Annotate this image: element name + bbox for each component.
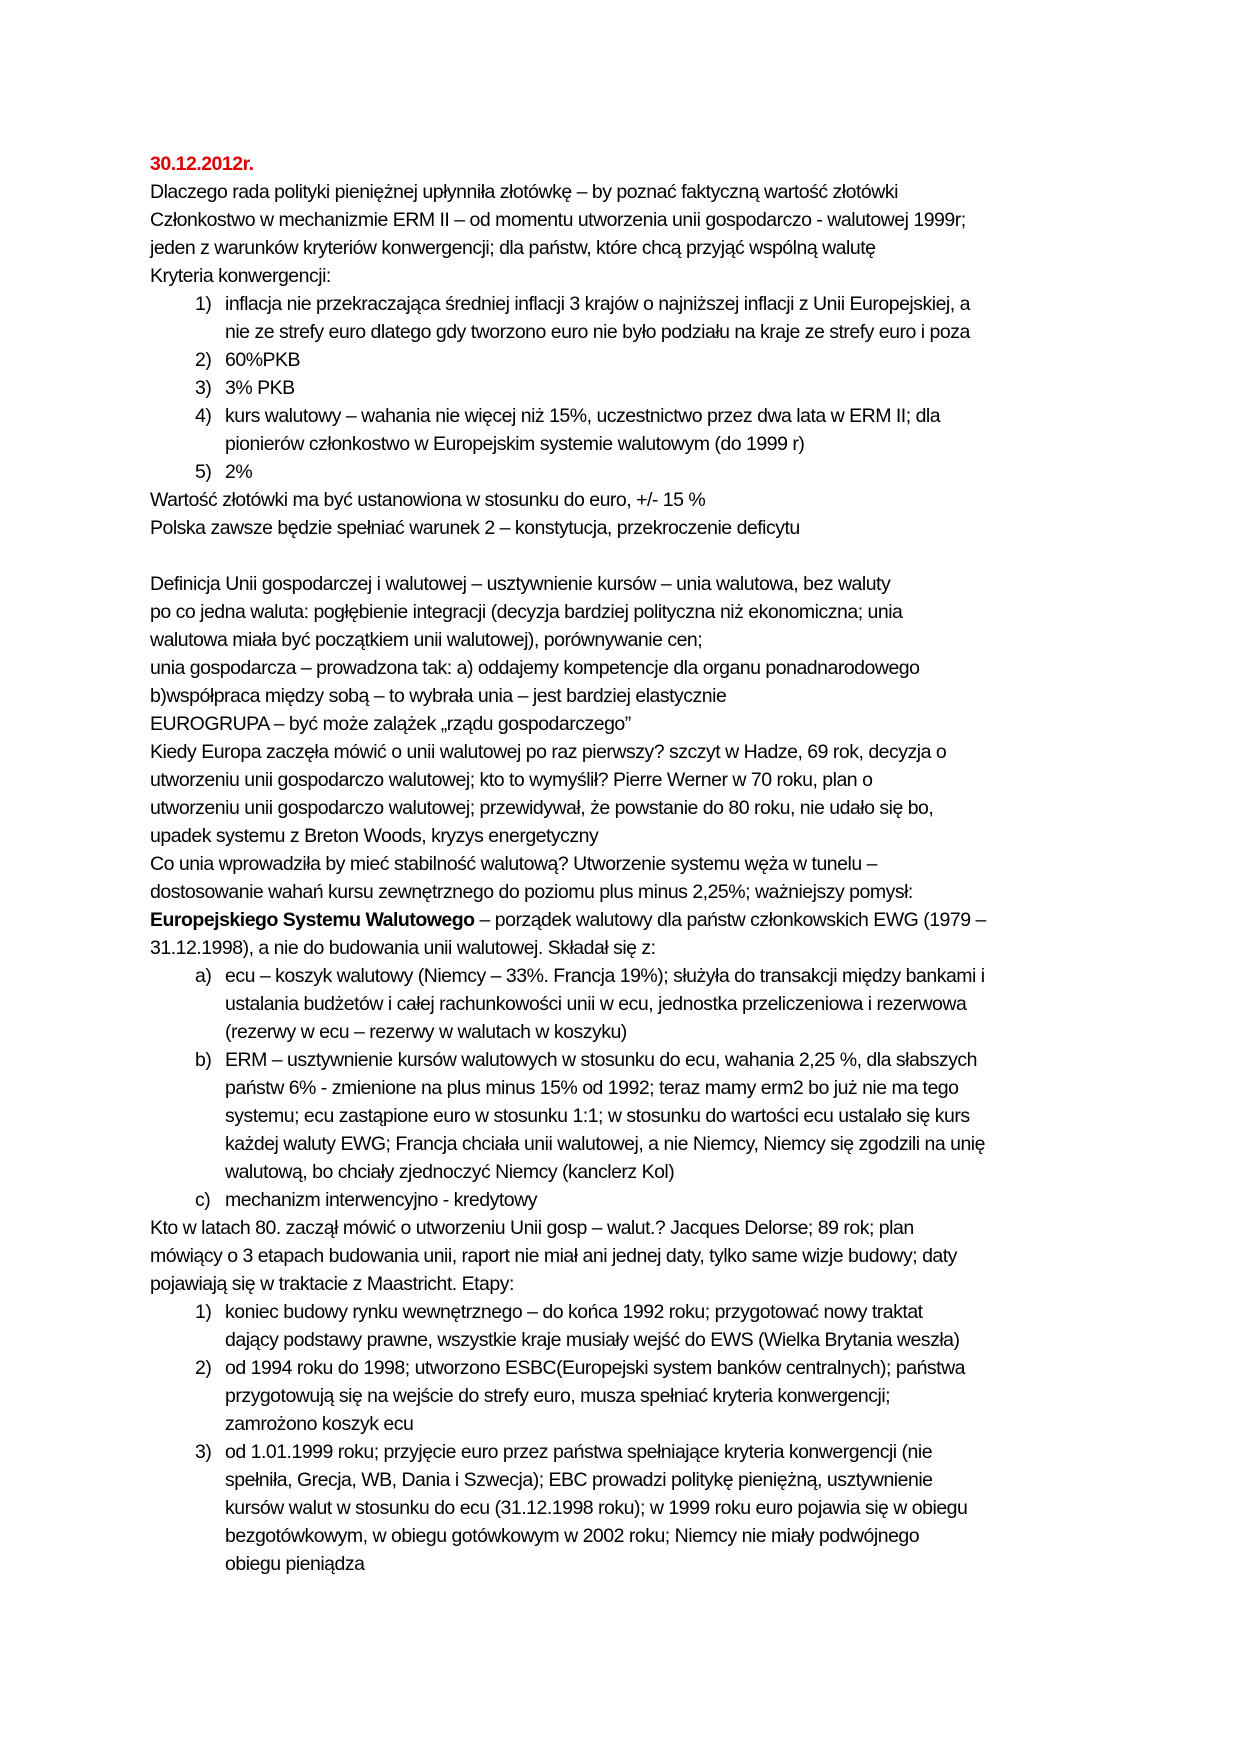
ems-bold-term: Europejskiego Systemu Walutowego	[150, 909, 475, 931]
list-number: 5)	[195, 461, 212, 483]
list-text: ecu – koszyk walutowy (Niemcy – 33%. Francja 19%); służyła do transakcji między bankami i	[225, 965, 985, 987]
document-page	[150, 150, 1090, 1578]
list-item	[150, 1046, 1090, 1074]
list-number: 1)	[195, 293, 212, 315]
paragraph-line: Definicja Unii gospodarczej i walutowej – usztywnienie kursów – unia walutowa, bez waluty	[150, 573, 891, 595]
list-text: ustalania budżetów i całej rachunkowości unii w ecu, jednostka przeliczeniowa i rezerwowa	[225, 993, 967, 1015]
list-number: 1)	[195, 1301, 212, 1323]
list-item	[150, 290, 1090, 318]
paragraph-line: mówiący o 3 etapach budowania unii, raport nie miał ani jednej daty, tylko same wizje budowy; daty	[150, 1245, 957, 1267]
paragraph-line: utworzeniu unii gospodarczo walutowej; kto to wymyślił? Pierre Werner w 70 roku, plan o	[150, 769, 873, 791]
paragraph-line: po co jedna waluta: pogłębienie integracji (decyzja bardziej polityczna niż ekonomiczna; unia	[150, 601, 903, 623]
list-number: 2)	[195, 349, 212, 371]
list-number: 3)	[195, 377, 212, 399]
ems-definition: – porządek walutowy dla państw członkowskich EWG (1979 –	[474, 909, 986, 931]
intro-line: Członkostwo w mechanizmie ERM II – od momentu utworzenia unii gospodarczo - walutowej 1999r;	[150, 209, 966, 231]
paragraph-line: utworzeniu unii gospodarczo walutowej; przewidywał, że powstanie do 80 roku, nie udało się bo,	[150, 797, 934, 819]
paragraph-line: Kto w latach 80. zaczął mówić o utworzeniu Unii gosp – walut.? Jacques Delorse; 89 rok; plan	[150, 1217, 914, 1239]
paragraph-line: EUROGRUPA – być może zalążek „rządu gospodarczego”	[150, 713, 631, 735]
blank-line	[150, 542, 1090, 570]
paragraph-line: Co unia wprowadziła by mieć stabilność walutową? Utworzenie systemu węża w tunelu –	[150, 853, 877, 875]
list-text: pionierów członkostwo w Europejskim systemie walutowym (do 1999 r)	[225, 433, 805, 455]
paragraph-line: Polska zawsze będzie spełniać warunek 2 – konstytucja, przekroczenie deficytu	[150, 517, 800, 539]
paragraph-line: walutowa miała być początkiem unii walutowej), porównywanie cen;	[150, 629, 703, 651]
paragraph-line: dostosowanie wahań kursu zewnętrznego do poziomu plus minus 2,25%; ważniejszy pomysł:	[150, 881, 913, 903]
paragraph-line: upadek systemu z Breton Woods, kryzys energetyczny	[150, 825, 599, 847]
list-text: 3% PKB	[225, 377, 295, 399]
list-text: (rezerwy w ecu – rezerwy w walutach w koszyku)	[225, 1021, 627, 1043]
list-item	[150, 458, 1090, 486]
paragraph-line: pojawiają się w traktacie z Maastricht. Etapy:	[150, 1273, 514, 1295]
intro-line: Dlaczego rada polityki pieniężnej upłynniła złotówkę – by poznać faktyczną wartość złotówki	[150, 181, 898, 203]
list-number: 2)	[195, 1357, 212, 1379]
list-text: kursów walut w stosunku do ecu (31.12.1998 roku); w 1999 roku euro pojawia się w obiegu	[225, 1497, 968, 1519]
list-number: 4)	[195, 405, 212, 427]
list-item	[150, 1354, 1090, 1382]
list-item	[150, 374, 1090, 402]
paragraph-line: unia gospodarcza – prowadzona tak: a) oddajemy kompetencje dla organu ponadnarodowego	[150, 657, 920, 679]
paragraph-line: 31.12.1998), a nie do budowania unii walutowej. Składał się z:	[150, 937, 656, 959]
list-text: 2%	[225, 461, 253, 483]
stages-list	[150, 1298, 1090, 1578]
paragraph-line: b)współpraca między sobą – to wybrała unia – jest bardziej elastycznie	[150, 685, 727, 707]
list-text: bezgotówkowym, w obiegu gotówkowym w 2002 roku; Niemcy nie miały podwójnego	[225, 1525, 920, 1547]
list-item	[150, 1186, 1090, 1214]
list-item	[150, 1438, 1090, 1466]
list-text: ERM – usztywnienie kursów walutowych w stosunku do ecu, wahania 2,25 %, dla słabszych	[225, 1049, 977, 1071]
paragraph-line: Kiedy Europa zaczęła mówić o unii walutowej po raz pierwszy? szczyt w Hadze, 69 rok, decyzja o	[150, 741, 947, 763]
list-number: a)	[195, 965, 212, 987]
list-text: każdej waluty EWG; Francja chciała unii walutowej, a nie Niemcy, Niemcy się zgodzili na unię	[225, 1133, 985, 1155]
list-text: kurs walutowy – wahania nie więcej niż 15%, uczestnictwo przez dwa lata w ERM II; dla	[225, 405, 941, 427]
intro-line: jeden z warunków kryteriów konwergencji; dla państw, które chcą przyjąć wspólną walutę	[150, 237, 876, 259]
criteria-list	[150, 290, 1090, 486]
list-text: zamrożono koszyk ecu	[225, 1413, 414, 1435]
list-text: 60%PKB	[225, 349, 301, 371]
ems-components-list	[150, 962, 1090, 1214]
list-text: od 1.01.1999 roku; przyjęcie euro przez państwa spełniające kryteria konwergencji (nie	[225, 1441, 933, 1463]
list-text: od 1994 roku do 1998; utworzono ESBC(Europejski system banków centralnych); państwa	[225, 1357, 966, 1379]
list-text: nie ze strefy euro dlatego gdy tworzono euro nie było podziału na kraje ze strefy euro i poza	[225, 321, 970, 343]
list-text: walutową, bo chciały zjednoczyć Niemcy (kanclerz Kol)	[225, 1161, 675, 1183]
list-text: przygotowują się na wejście do strefy euro, musza spełniać kryteria konwergencji;	[225, 1385, 891, 1407]
list-text: spełniła, Grecja, WB, Dania i Szwecja); EBC prowadzi politykę pieniężną, usztywnienie	[225, 1469, 933, 1491]
list-text: dający podstawy prawne, wszystkie kraje musiały wejść do EWS (Wielka Brytania weszła)	[225, 1329, 960, 1351]
intro-line: Kryteria konwergencji:	[150, 265, 331, 287]
list-text: państw 6% - zmienione na plus minus 15% od 1992; teraz mamy erm2 bo już nie ma tego	[225, 1077, 959, 1099]
list-item	[150, 962, 1090, 990]
paragraph-line	[150, 906, 1090, 934]
list-item	[150, 346, 1090, 374]
list-number: c)	[195, 1189, 211, 1211]
list-text: systemu; ecu zastąpione euro w stosunku 1:1; w stosunku do wartości ecu ustalało się kurs	[225, 1105, 970, 1127]
list-number: 3)	[195, 1441, 212, 1463]
list-text: koniec budowy rynku wewnętrznego – do końca 1992 roku; przygotować nowy traktat	[225, 1301, 923, 1323]
list-number: b)	[195, 1049, 212, 1071]
list-text: inflacja nie przekraczająca średniej inflacji 3 krajów o najniższej inflacji z Unii Europejskiej, a	[225, 293, 970, 315]
list-item	[150, 402, 1090, 430]
list-text: obiegu pieniądza	[225, 1553, 365, 1575]
paragraph-line: Wartość złotówki ma być ustanowiona w stosunku do euro, +/- 15 %	[150, 489, 706, 511]
document-date: 30.12.2012r.	[150, 153, 254, 175]
list-text: mechanizm interwencyjno - kredytowy	[225, 1189, 537, 1211]
list-item	[150, 1298, 1090, 1326]
